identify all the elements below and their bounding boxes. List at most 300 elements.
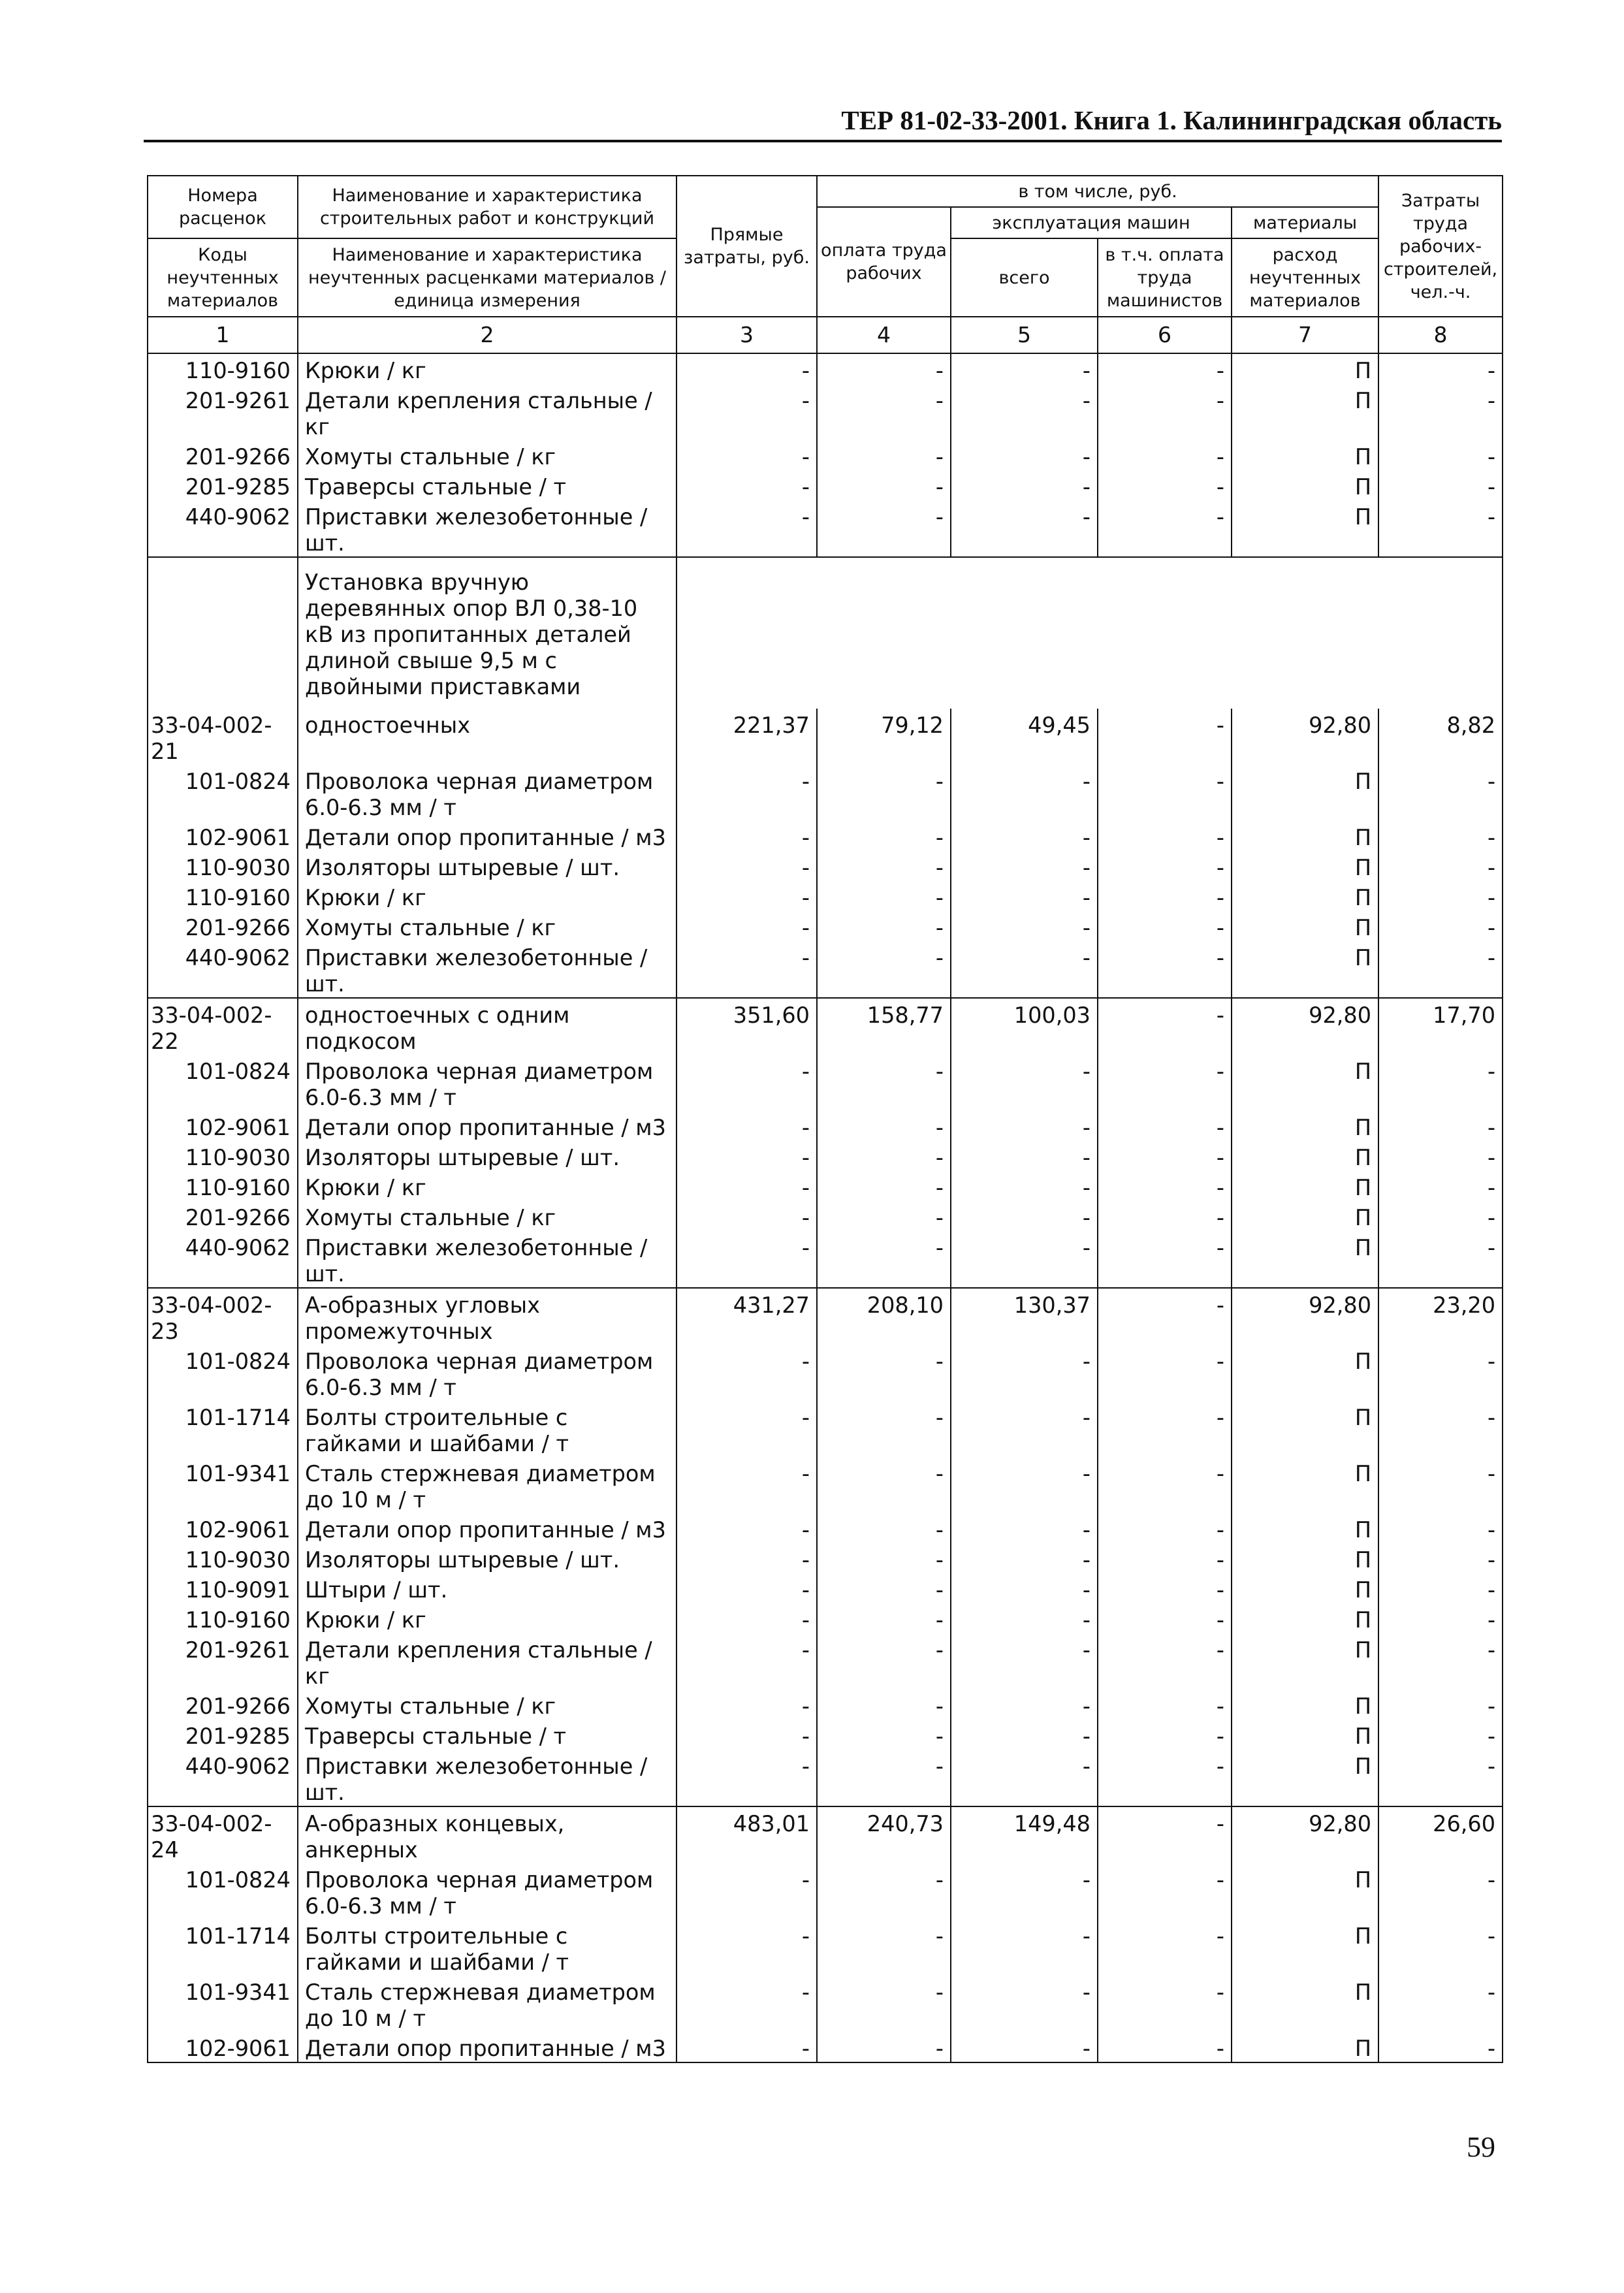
value-col-6: - [1098, 1919, 1232, 1976]
value-col-6: - [1098, 911, 1232, 941]
value-col-7: П [1232, 851, 1378, 881]
value-col-7: П [1232, 440, 1378, 470]
col-rate-numbers: Номера расценок [148, 176, 298, 238]
material-row [148, 765, 1503, 821]
value-col-5: - [951, 1720, 1098, 1750]
material-row [148, 1141, 1503, 1171]
value-col-6: - [1098, 2032, 1232, 2062]
value-col-6: - [1098, 998, 1232, 1055]
material-name: Крюки / кг [298, 1171, 677, 1201]
col-number: 2 [298, 317, 677, 353]
rate-code: 33-04-002-22 [148, 998, 298, 1055]
material-code: 110-9091 [148, 1573, 298, 1603]
value-col-7: П [1232, 1055, 1378, 1111]
value-col-6: - [1098, 1141, 1232, 1171]
rates-table [147, 175, 1503, 2063]
material-row [148, 1111, 1503, 1141]
empty-cell [148, 557, 298, 709]
value-col-5: - [951, 500, 1098, 557]
value-col-5: - [951, 1171, 1098, 1201]
col-machines-total: всего [951, 238, 1098, 317]
value-col-7: П [1232, 1863, 1378, 1919]
value-col-8: - [1378, 1201, 1503, 1231]
value-col-7: П [1232, 353, 1378, 384]
value-col-7: 92,80 [1232, 1288, 1378, 1345]
value-col-3: - [677, 1513, 817, 1543]
value-col-4: - [817, 470, 951, 500]
value-col-4: - [817, 353, 951, 384]
material-name: Хомуты стальные / кг [298, 1201, 677, 1231]
material-row [148, 1171, 1503, 1201]
value-col-8: - [1378, 500, 1503, 557]
rate-row [148, 709, 1503, 765]
material-name: Приставки железобетонные / шт. [298, 941, 677, 998]
value-col-5: - [951, 1573, 1098, 1603]
value-col-3: - [677, 821, 817, 851]
material-row [148, 881, 1503, 911]
material-code: 102-9061 [148, 821, 298, 851]
table-header [148, 176, 1503, 353]
value-col-4: - [817, 881, 951, 911]
section-title: Установка вручную деревянных опор ВЛ 0,38-10 кВ из пропитанных деталей длиной свыше 9,5 м с двойными приставками [298, 557, 677, 709]
col-material-codes: Коды неучтенных материалов [148, 238, 298, 317]
col-number: 6 [1098, 317, 1232, 353]
material-name: Штыри / шт. [298, 1573, 677, 1603]
value-col-3: - [677, 1345, 817, 1401]
material-row [148, 1750, 1503, 1806]
value-col-5: - [951, 470, 1098, 500]
value-col-7: П [1232, 1919, 1378, 1976]
value-col-3: - [677, 1690, 817, 1720]
value-col-3: - [677, 353, 817, 384]
value-col-8: - [1378, 1345, 1503, 1401]
material-name: Болты строительные с гайками и шайбами / т [298, 1919, 677, 1976]
material-row [148, 821, 1503, 851]
material-row [148, 1231, 1503, 1288]
value-col-7: П [1232, 821, 1378, 851]
material-code: 440-9062 [148, 1750, 298, 1806]
material-row [148, 384, 1503, 440]
value-col-4: - [817, 1457, 951, 1513]
material-name: Детали опор пропитанные / м3 [298, 2032, 677, 2062]
value-col-5: - [951, 1231, 1098, 1288]
rate-name: одностоечных [298, 709, 677, 765]
value-col-7: П [1232, 1513, 1378, 1543]
value-col-4: - [817, 1345, 951, 1401]
value-col-8: - [1378, 353, 1503, 384]
value-col-8: - [1378, 765, 1503, 821]
value-col-8: - [1378, 1573, 1503, 1603]
col-labor-costs: Затраты труда рабочих-строителей, чел.-ч. [1378, 176, 1503, 317]
value-col-5: - [951, 881, 1098, 911]
value-col-8: 8,82 [1378, 709, 1503, 765]
material-name: Сталь стержневая диаметром до 10 м / т [298, 1457, 677, 1513]
value-col-6: - [1098, 881, 1232, 911]
value-col-7: П [1232, 1345, 1378, 1401]
material-row [148, 1457, 1503, 1513]
value-col-8: - [1378, 1111, 1503, 1141]
value-col-5: - [951, 1976, 1098, 2032]
value-col-4: - [817, 911, 951, 941]
value-col-6: - [1098, 1690, 1232, 1720]
value-col-3: - [677, 1750, 817, 1806]
material-name: Детали опор пропитанные / м3 [298, 1513, 677, 1543]
value-col-5: - [951, 2032, 1098, 2062]
value-col-7: П [1232, 1141, 1378, 1171]
value-col-7: П [1232, 941, 1378, 998]
value-col-3: 221,37 [677, 709, 817, 765]
value-col-4: - [817, 1720, 951, 1750]
value-col-6: - [1098, 1288, 1232, 1345]
value-col-3: - [677, 500, 817, 557]
value-col-3: - [677, 1201, 817, 1231]
value-col-5: - [951, 1141, 1098, 1171]
value-col-7: 92,80 [1232, 1806, 1378, 1863]
value-col-7: П [1232, 1543, 1378, 1573]
value-col-6: - [1098, 1720, 1232, 1750]
value-col-5: - [951, 1919, 1098, 1976]
value-col-4: - [817, 1863, 951, 1919]
value-col-3: - [677, 1055, 817, 1111]
material-row [148, 1690, 1503, 1720]
material-code: 101-1714 [148, 1401, 298, 1457]
value-col-6: - [1098, 1171, 1232, 1201]
col-materials-use: расход неучтенных материалов [1232, 238, 1378, 317]
material-code: 201-9261 [148, 384, 298, 440]
value-col-4: 208,10 [817, 1288, 951, 1345]
value-col-8: - [1378, 470, 1503, 500]
value-col-6: - [1098, 821, 1232, 851]
value-col-5: - [951, 1543, 1098, 1573]
value-col-8: - [1378, 941, 1503, 998]
value-col-3: - [677, 1401, 817, 1457]
material-row [148, 1543, 1503, 1573]
value-col-5: 130,37 [951, 1288, 1098, 1345]
material-row [148, 1976, 1503, 2032]
material-row [148, 1633, 1503, 1690]
value-col-4: - [817, 1690, 951, 1720]
col-direct-costs: Прямые затраты, руб. [677, 176, 817, 317]
value-col-6: - [1098, 1345, 1232, 1401]
value-col-5: - [951, 821, 1098, 851]
material-row [148, 1201, 1503, 1231]
material-code: 102-9061 [148, 2032, 298, 2062]
value-col-6: - [1098, 1401, 1232, 1457]
material-name: Крюки / кг [298, 353, 677, 384]
material-row [148, 1863, 1503, 1919]
value-col-3: - [677, 1111, 817, 1141]
value-col-3: 351,60 [677, 998, 817, 1055]
rate-name: одностоечных с одним подкосом [298, 998, 677, 1055]
value-col-8: - [1378, 1401, 1503, 1457]
material-name: Сталь стержневая диаметром до 10 м / т [298, 1976, 677, 2032]
material-row [148, 1720, 1503, 1750]
value-col-8: - [1378, 911, 1503, 941]
value-col-7: П [1232, 1976, 1378, 2032]
value-col-5: 100,03 [951, 998, 1098, 1055]
value-col-4: - [817, 384, 951, 440]
col-number: 8 [1378, 317, 1503, 353]
value-col-4: - [817, 2032, 951, 2062]
value-col-3: - [677, 1720, 817, 1750]
value-col-5: - [951, 384, 1098, 440]
value-col-8: - [1378, 1513, 1503, 1543]
value-col-8: - [1378, 384, 1503, 440]
value-col-4: - [817, 941, 951, 998]
col-number: 4 [817, 317, 951, 353]
value-col-5: - [951, 1513, 1098, 1543]
value-col-3: - [677, 1603, 817, 1633]
value-col-8: 17,70 [1378, 998, 1503, 1055]
material-name: Крюки / кг [298, 1603, 677, 1633]
material-name: Приставки железобетонные / шт. [298, 1750, 677, 1806]
value-col-5: - [951, 1863, 1098, 1919]
value-col-6: - [1098, 1111, 1232, 1141]
rate-code: 33-04-002-23 [148, 1288, 298, 1345]
value-col-6: - [1098, 1457, 1232, 1513]
value-col-7: П [1232, 1401, 1378, 1457]
value-col-4: 158,77 [817, 998, 951, 1055]
value-col-3: - [677, 1976, 817, 2032]
value-col-7: П [1232, 1633, 1378, 1690]
value-col-8: 23,20 [1378, 1288, 1503, 1345]
value-col-4: - [817, 1633, 951, 1690]
material-code: 101-0824 [148, 1345, 298, 1401]
material-row [148, 1919, 1503, 1976]
page-number: 59 [1467, 2131, 1495, 2163]
rate-row [148, 1806, 1503, 1863]
table-body [148, 353, 1503, 2062]
value-col-4: - [817, 1543, 951, 1573]
rate-row [148, 998, 1503, 1055]
material-code: 101-0824 [148, 765, 298, 821]
value-col-3: - [677, 881, 817, 911]
material-name: Болты строительные с гайками и шайбами / т [298, 1401, 677, 1457]
material-name: Проволока черная диаметром 6.0-6.3 мм / т [298, 1345, 677, 1401]
value-col-3: - [677, 1543, 817, 1573]
value-col-3: - [677, 1863, 817, 1919]
material-code: 201-9285 [148, 1720, 298, 1750]
material-row [148, 1401, 1503, 1457]
col-material-name: Наименование и характеристика неучтенных расценками материалов / единица измерения [298, 238, 677, 317]
value-col-6: - [1098, 1543, 1232, 1573]
value-col-4: - [817, 1111, 951, 1141]
value-col-6: - [1098, 941, 1232, 998]
value-col-6: - [1098, 851, 1232, 881]
value-col-4: - [817, 821, 951, 851]
value-col-7: П [1232, 1720, 1378, 1750]
value-col-5: - [951, 1345, 1098, 1401]
value-col-7: 92,80 [1232, 998, 1378, 1055]
value-col-6: - [1098, 1231, 1232, 1288]
value-col-7: П [1232, 1171, 1378, 1201]
value-col-4: 79,12 [817, 709, 951, 765]
value-col-8: - [1378, 821, 1503, 851]
empty-cell [677, 557, 1503, 709]
value-col-8: - [1378, 1543, 1503, 1573]
material-name: Проволока черная диаметром 6.0-6.3 мм / т [298, 765, 677, 821]
rate-row [148, 1288, 1503, 1345]
value-col-5: - [951, 765, 1098, 821]
value-col-3: - [677, 440, 817, 470]
value-col-3: - [677, 2032, 817, 2062]
material-name: Проволока черная диаметром 6.0-6.3 мм / т [298, 1863, 677, 1919]
material-row [148, 941, 1503, 998]
material-row [148, 470, 1503, 500]
col-number: 7 [1232, 317, 1378, 353]
value-col-6: - [1098, 384, 1232, 440]
value-col-8: - [1378, 851, 1503, 881]
value-col-5: - [951, 440, 1098, 470]
value-col-3: - [677, 470, 817, 500]
value-col-8: - [1378, 1919, 1503, 1976]
value-col-6: - [1098, 765, 1232, 821]
value-col-6: - [1098, 440, 1232, 470]
value-col-8: - [1378, 881, 1503, 911]
value-col-6: - [1098, 1750, 1232, 1806]
value-col-4: - [817, 1401, 951, 1457]
column-numbers-row [148, 317, 1503, 353]
value-col-5: 49,45 [951, 709, 1098, 765]
value-col-8: - [1378, 1457, 1503, 1513]
value-col-7: П [1232, 1231, 1378, 1288]
col-machines: эксплуатация машин [951, 207, 1232, 238]
rate-code: 33-04-002-21 [148, 709, 298, 765]
material-code: 110-9160 [148, 353, 298, 384]
material-code: 101-1714 [148, 1919, 298, 1976]
material-code: 101-0824 [148, 1863, 298, 1919]
value-col-5: - [951, 1111, 1098, 1141]
value-col-8: - [1378, 1171, 1503, 1201]
value-col-3: - [677, 1457, 817, 1513]
header-rule [144, 140, 1502, 142]
value-col-8: - [1378, 1750, 1503, 1806]
value-col-8: - [1378, 1603, 1503, 1633]
material-code: 110-9030 [148, 1543, 298, 1573]
value-col-3: - [677, 911, 817, 941]
value-col-4: - [817, 851, 951, 881]
value-col-4: - [817, 1750, 951, 1806]
value-col-7: П [1232, 2032, 1378, 2062]
value-col-7: П [1232, 1201, 1378, 1231]
value-col-5: - [951, 1690, 1098, 1720]
value-col-6: - [1098, 1633, 1232, 1690]
value-col-6: - [1098, 1976, 1232, 2032]
value-col-8: - [1378, 1231, 1503, 1288]
value-col-6: - [1098, 1055, 1232, 1111]
value-col-6: - [1098, 1863, 1232, 1919]
material-name: Крюки / кг [298, 881, 677, 911]
material-name: Проволока черная диаметром 6.0-6.3 мм / т [298, 1055, 677, 1111]
material-code: 440-9062 [148, 941, 298, 998]
material-row [148, 1573, 1503, 1603]
material-name: Детали крепления стальные / кг [298, 384, 677, 440]
material-name: Хомуты стальные / кг [298, 1690, 677, 1720]
material-row [148, 440, 1503, 470]
value-col-6: - [1098, 1573, 1232, 1603]
value-col-5: - [951, 1633, 1098, 1690]
value-col-7: П [1232, 384, 1378, 440]
value-col-3: - [677, 1573, 817, 1603]
value-col-4: - [817, 1055, 951, 1111]
value-col-5: - [951, 1750, 1098, 1806]
col-machinist-pay: в т.ч. оплата труда машинистов [1098, 238, 1232, 317]
value-col-6: - [1098, 1513, 1232, 1543]
col-work-name: Наименование и характеристика строительных работ и конструкций [298, 176, 677, 238]
value-col-5: 149,48 [951, 1806, 1098, 1863]
value-col-4: 240,73 [817, 1806, 951, 1863]
material-code: 440-9062 [148, 500, 298, 557]
material-name: Хомуты стальные / кг [298, 440, 677, 470]
rate-name: А-образных концевых, анкерных [298, 1806, 677, 1863]
value-col-7: П [1232, 1111, 1378, 1141]
material-code: 110-9030 [148, 1141, 298, 1171]
rate-code: 33-04-002-24 [148, 1806, 298, 1863]
material-row [148, 1345, 1503, 1401]
value-col-8: 26,60 [1378, 1806, 1503, 1863]
material-name: Изоляторы штыревые / шт. [298, 851, 677, 881]
value-col-7: П [1232, 1750, 1378, 1806]
material-name: Траверсы стальные / т [298, 1720, 677, 1750]
material-row [148, 1513, 1503, 1543]
col-including: в том числе, руб. [817, 176, 1378, 207]
material-name: Траверсы стальные / т [298, 470, 677, 500]
value-col-4: - [817, 1231, 951, 1288]
value-col-4: - [817, 440, 951, 470]
value-col-7: П [1232, 1457, 1378, 1513]
value-col-4: - [817, 1141, 951, 1171]
value-col-8: - [1378, 1690, 1503, 1720]
value-col-6: - [1098, 353, 1232, 384]
value-col-8: - [1378, 1141, 1503, 1171]
col-labor-pay: оплата труда рабочих [817, 207, 951, 317]
material-row [148, 2032, 1503, 2062]
value-col-3: - [677, 1919, 817, 1976]
value-col-6: - [1098, 1806, 1232, 1863]
value-col-7: П [1232, 765, 1378, 821]
material-name: Приставки железобетонные / шт. [298, 1231, 677, 1288]
value-col-7: П [1232, 881, 1378, 911]
material-row [148, 911, 1503, 941]
material-code: 101-9341 [148, 1976, 298, 2032]
value-col-6: - [1098, 470, 1232, 500]
value-col-5: - [951, 353, 1098, 384]
value-col-3: - [677, 851, 817, 881]
material-code: 102-9061 [148, 1111, 298, 1141]
section-heading-row [148, 557, 1503, 709]
material-code: 101-0824 [148, 1055, 298, 1111]
value-col-7: П [1232, 470, 1378, 500]
material-name: Изоляторы штыревые / шт. [298, 1543, 677, 1573]
value-col-5: - [951, 911, 1098, 941]
value-col-5: - [951, 1201, 1098, 1231]
value-col-7: П [1232, 500, 1378, 557]
value-col-6: - [1098, 1201, 1232, 1231]
value-col-4: - [817, 1976, 951, 2032]
value-col-7: 92,80 [1232, 709, 1378, 765]
material-code: 201-9266 [148, 1690, 298, 1720]
value-col-5: - [951, 1603, 1098, 1633]
value-col-8: - [1378, 1863, 1503, 1919]
value-col-7: П [1232, 1573, 1378, 1603]
value-col-8: - [1378, 1633, 1503, 1690]
value-col-3: 483,01 [677, 1806, 817, 1863]
value-col-5: - [951, 941, 1098, 998]
material-code: 110-9030 [148, 851, 298, 881]
col-number: 3 [677, 317, 817, 353]
value-col-5: - [951, 1401, 1098, 1457]
material-name: Приставки железобетонные / шт. [298, 500, 677, 557]
